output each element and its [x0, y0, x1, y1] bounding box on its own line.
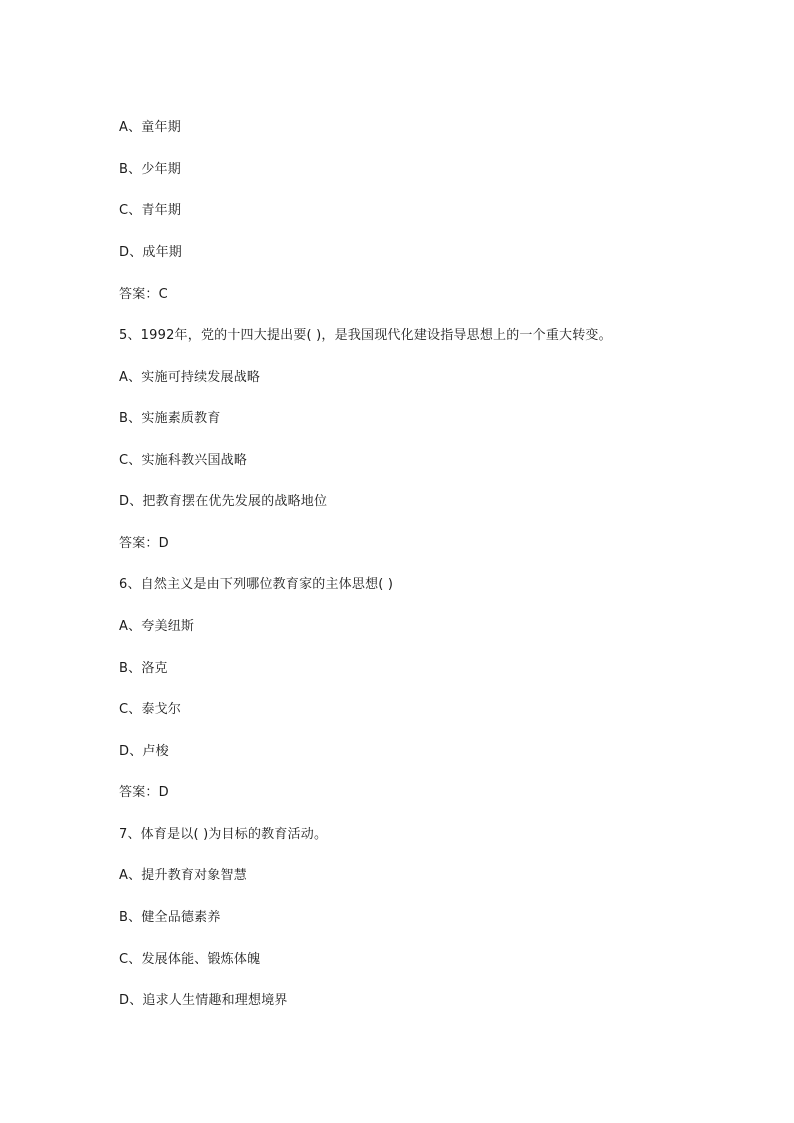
q4-option-b: B、少年期: [119, 162, 181, 177]
q6-question: 6、自然主义是由下列哪位教育家的主体思想( ): [119, 577, 394, 592]
q5-answer: 答案：D: [119, 536, 169, 551]
q7-question: 7、体育是以( )为目标的教育活动。: [119, 827, 328, 842]
q6-answer: 答案：D: [119, 785, 169, 800]
q6-option-a: A、夸美纽斯: [119, 619, 195, 634]
q7-option-d: D、追求人生情趣和理想境界: [119, 993, 288, 1008]
q4-option-d: D、成年期: [119, 245, 183, 260]
q5-option-d: D、把教育摆在优先发展的战略地位: [119, 494, 328, 509]
q4-option-a: A、童年期: [119, 120, 181, 135]
q5-option-c: C、实施科教兴国战略: [119, 453, 248, 468]
q6-option-b: B、洛克: [119, 661, 168, 676]
q7-option-c: C、发展体能、锻炼体魄: [119, 952, 261, 967]
q5-question: 5、1992年，党的十四大提出要( )，是我国现代化建设指导思想上的一个重大转变。: [119, 328, 612, 343]
q7-option-a: A、提升教育对象智慧: [119, 868, 247, 883]
q6-option-d: D、卢梭: [119, 744, 169, 759]
q4-answer: 答案：C: [119, 287, 168, 302]
q5-option-a: A、实施可持续发展战略: [119, 370, 261, 385]
q5-option-b: B、实施素质教育: [119, 411, 221, 426]
q4-option-c: C、青年期: [119, 203, 182, 218]
q7-option-b: B、健全品德素养: [119, 910, 221, 925]
q6-option-c: C、泰戈尔: [119, 702, 182, 717]
